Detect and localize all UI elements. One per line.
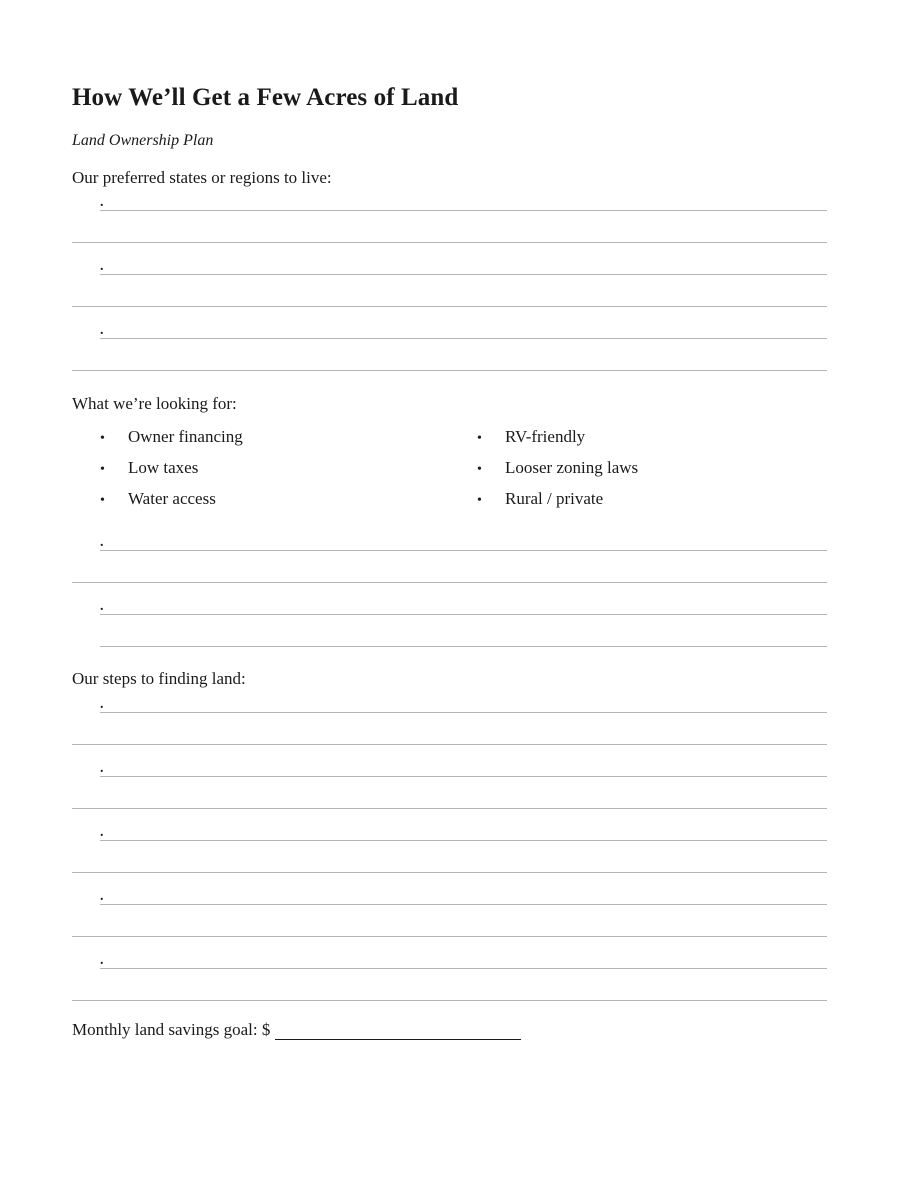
regions-writing-line-2[interactable] [100,274,827,275]
looking-for-writing-line-1[interactable] [100,550,827,551]
bullet-icon: • [100,431,105,446]
page-subtitle: Land Ownership Plan [72,132,214,149]
list-item [100,427,243,447]
regions-writing-line-1b[interactable] [72,242,827,243]
steps-writing-line-3b[interactable] [72,872,827,873]
steps-label: Our steps to finding land: [72,669,246,688]
bullet-icon: • [477,431,482,446]
steps-writing-line-2b[interactable] [72,808,827,809]
steps-writing-line-2[interactable] [100,776,827,777]
steps-dot-2: . [100,761,104,776]
regions-dot-3: . [100,323,104,338]
savings-goal-row [72,1020,521,1040]
looking-for-dot-2: . [100,599,104,614]
looking-for-writing-line-1b[interactable] [72,582,827,583]
criteria-low-taxes: Low taxes [128,458,199,477]
regions-writing-line-2b[interactable] [72,306,827,307]
list-item [477,458,638,478]
looking-for-writing-line-2b[interactable] [100,646,827,647]
looking-for-dot-1: . [100,535,104,550]
regions-writing-line-3b[interactable] [72,370,827,371]
criteria-looser-zoning: Looser zoning laws [505,458,639,477]
list-item [100,489,216,509]
looking-for-label: What we’re looking for: [72,394,237,413]
criteria-water-access: Water access [128,489,216,508]
steps-dot-4: . [100,889,104,904]
criteria-owner-financing: Owner financing [128,427,243,446]
steps-writing-line-4b[interactable] [72,936,827,937]
regions-writing-line-1[interactable] [100,210,827,211]
savings-goal-blank[interactable] [275,1021,521,1040]
regions-dot-1: . [100,195,104,210]
steps-writing-line-5[interactable] [100,968,827,969]
savings-goal-label: Monthly land savings goal: $ [72,1020,271,1039]
bullet-icon: • [100,462,105,477]
page-title: How We’ll Get a Few Acres of Land [72,84,459,111]
steps-writing-line-5b[interactable] [72,1000,827,1001]
looking-for-writing-line-2[interactable] [100,614,827,615]
list-item [477,489,603,509]
regions-dot-2: . [100,259,104,274]
criteria-rv-friendly: RV-friendly [505,427,586,446]
bullet-icon: • [477,462,482,477]
steps-dot-1: . [100,697,104,712]
list-item [477,427,585,447]
regions-label: Our preferred states or regions to live: [72,168,332,187]
regions-writing-line-3[interactable] [100,338,827,339]
steps-writing-line-3[interactable] [100,840,827,841]
steps-writing-line-4[interactable] [100,904,827,905]
bullet-icon: • [477,493,482,508]
bullet-icon: • [100,493,105,508]
list-item [100,458,198,478]
steps-writing-line-1[interactable] [100,712,827,713]
criteria-rural-private: Rural / private [505,489,604,508]
steps-dot-5: . [100,953,104,968]
steps-writing-line-1b[interactable] [72,744,827,745]
steps-dot-3: . [100,825,104,840]
